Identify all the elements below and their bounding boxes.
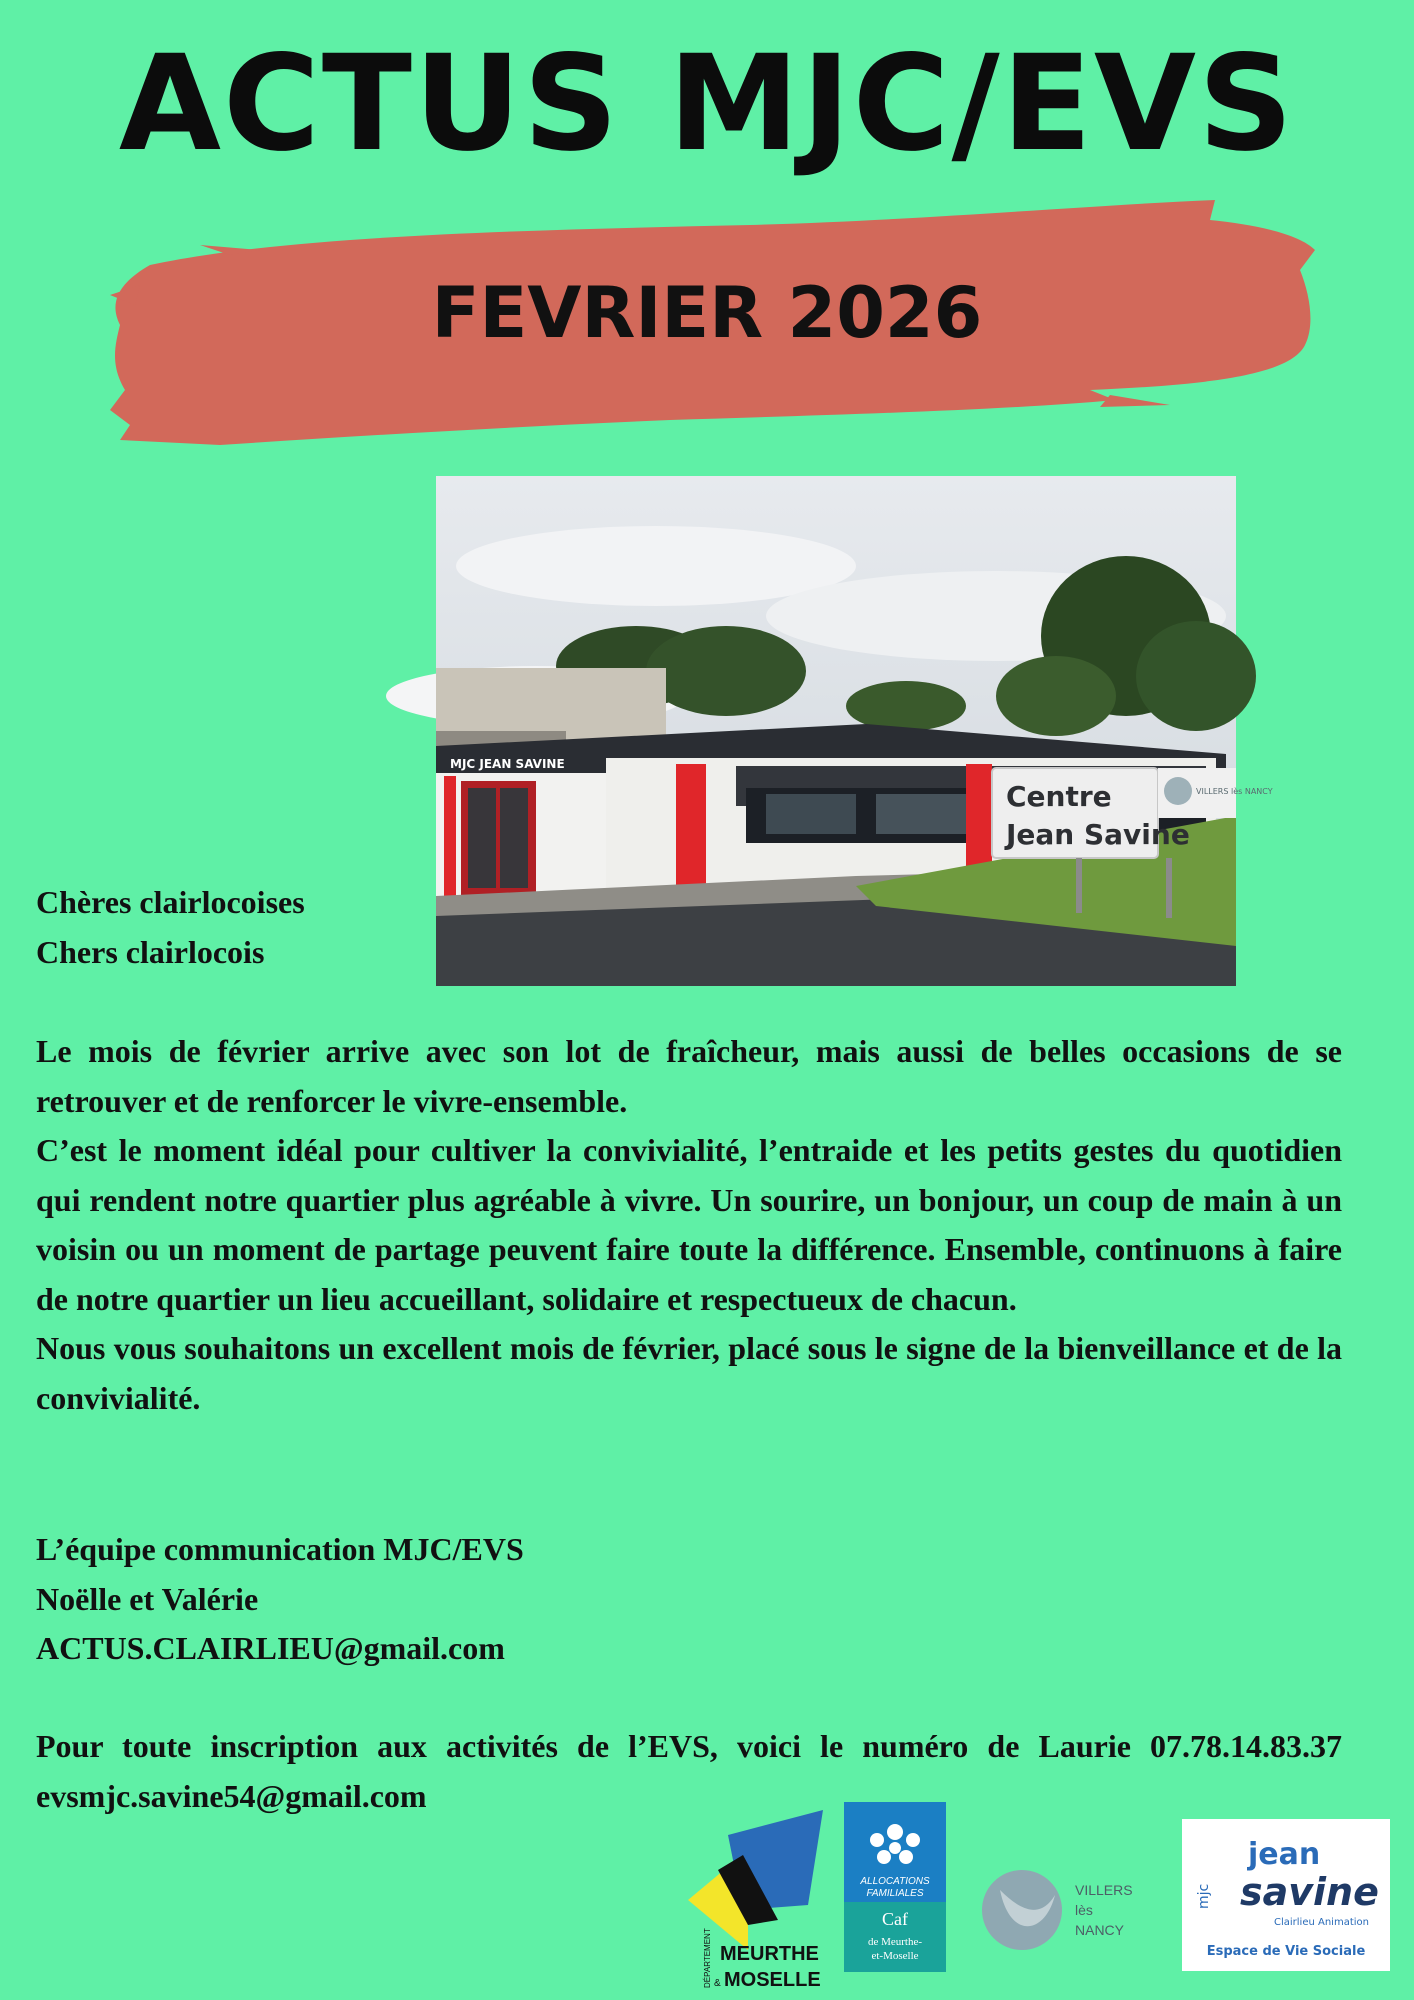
greeting-line-1: Chères clairlocoises [36, 884, 305, 920]
meurthe-moselle-logo [688, 1810, 824, 1990]
savine-line3: Clairlieu Animation [1274, 1917, 1369, 1928]
savine-line1: jean [1248, 1837, 1321, 1872]
body-paragraph-1: Le mois de février arrive avec son lot de fraîcheur, mais aussi de belles occasions de se retrouver et de renforcer le vivre-ensemble. [36, 1033, 1342, 1119]
greeting [36, 878, 1342, 977]
partner-logos [0, 1795, 1414, 2000]
savine-line4: Espace de Vie Sociale [1206, 1944, 1366, 1959]
caf-line3: Caf [882, 1909, 908, 1929]
savine-line2: savine [1240, 1870, 1379, 1914]
meurthe-line2: MOSELLE [724, 1969, 821, 1991]
jean-savine-logo [1182, 1819, 1390, 1971]
caf-line2: FAMILIALES [866, 1888, 924, 1899]
meurthe-side: DÉPARTEMENT [703, 1928, 712, 1988]
contact-info: Pour toute inscription aux activités de l’EVS, voici le numéro de Laurie 07.78.14.83.37 evsmjc.savine54@gmail.com [36, 1728, 1342, 1814]
signature [36, 1525, 1342, 1674]
villers-line2: lès [1075, 1902, 1093, 1918]
caf-line4: de Meurthe- [867, 1936, 923, 1948]
villers-line1: VILLERS [1075, 1882, 1133, 1898]
page-title: ACTUS MJC/EVS [118, 27, 1296, 181]
caf-logo [844, 1802, 946, 1972]
body-paragraph-2: C’est le moment idéal pour cultiver la convivialité, l’entraide et les petits gestes du quotidien qui rendent notre quartier plus agréable à vivre. Un sourire, un bonjour, un coup de main à un voisin ou un moment de partage peuvent faire toute la différence. Ensemble, continuons à faire de notre quartier un lieu accueillant, solidaire et respectueux de chacun. [36, 1132, 1342, 1317]
signature-email[interactable]: ACTUS.CLAIRLIEU@gmail.com [36, 1630, 505, 1666]
meurthe-line1: MEURTHE [720, 1943, 819, 1965]
savine-mjc: mjc [1196, 1883, 1212, 1909]
sign-centre-line2: Jean Savine [1006, 818, 1190, 851]
signature-team: L’équipe communication MJC/EVS [36, 1531, 524, 1567]
greeting-line-2: Chers clairlocois [36, 933, 265, 970]
body-paragraph-3: Nous vous souhaitons un excellent mois de février, placé sous le signe de la bienveillance et de la convivialité. [36, 1330, 1342, 1416]
caf-line5: et-Moselle [871, 1950, 919, 1962]
sign-villers: VILLERS lès NANCY [1196, 787, 1273, 796]
body-text [36, 1027, 1342, 1423]
villers-line3: NANCY [1075, 1922, 1125, 1938]
caf-line1: ALLOCATIONS [860, 1876, 930, 1887]
sign-centre-line1: Centre [1006, 780, 1112, 813]
signature-names: Noëlle et Valérie [36, 1580, 259, 1617]
sign-mjc: MJC JEAN SAVINE [450, 757, 565, 771]
meurthe-amp: & [714, 1978, 721, 1989]
month-heading: FEVRIER 2026 [431, 272, 983, 354]
villers-les-nancy-logo [980, 1865, 1150, 1955]
